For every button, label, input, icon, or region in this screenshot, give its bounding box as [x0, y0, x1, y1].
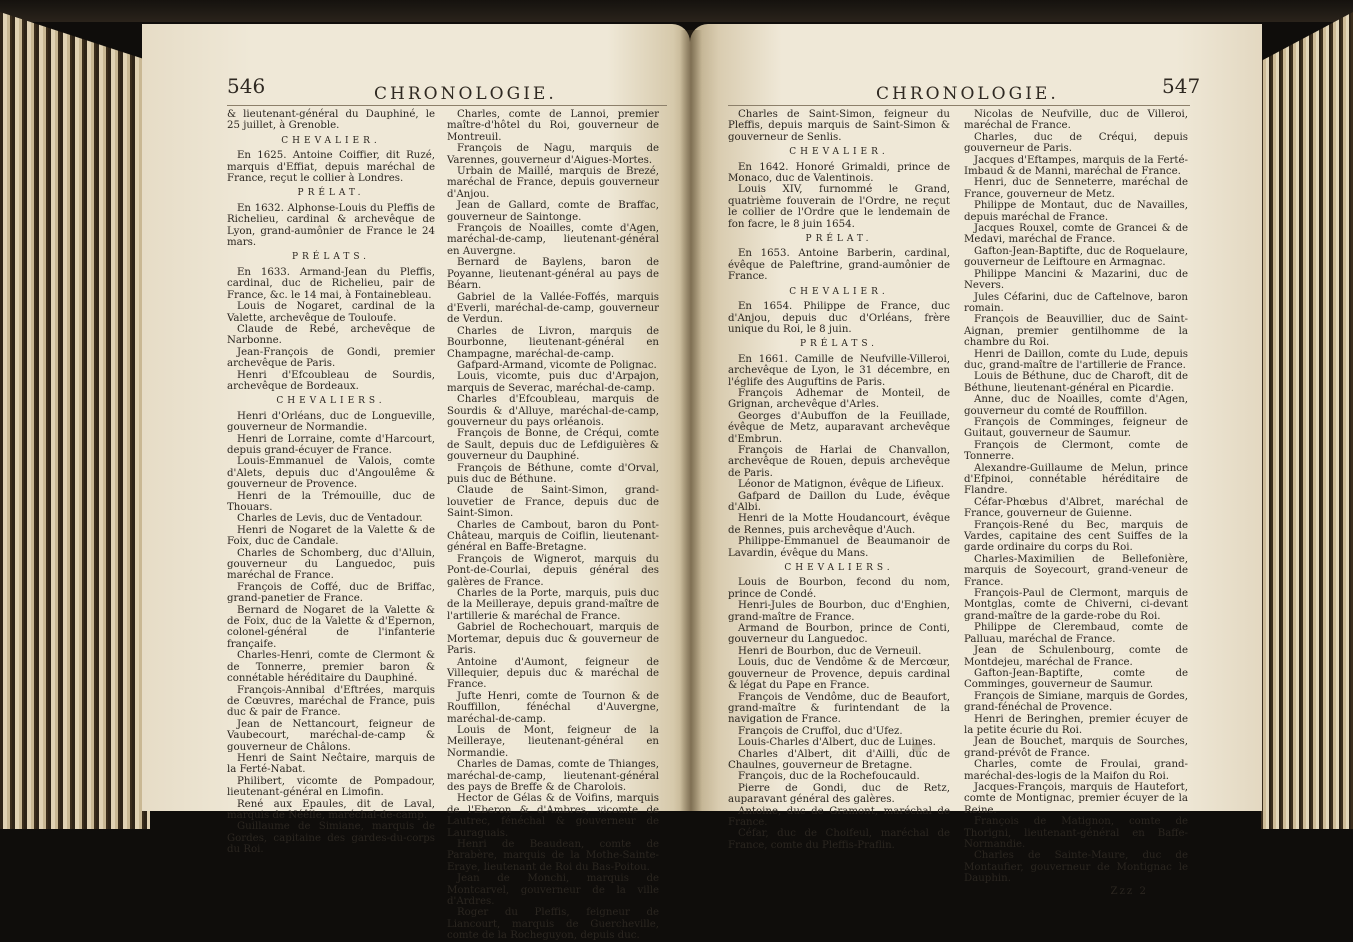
entry-paragraph: Georges d'Aubuffon de la Feuillade, évêque de Metz, auparavant archevêque d'Embrun.	[728, 410, 950, 445]
entry-paragraph: Henri de la Trémouille, duc de Thouars.	[227, 490, 435, 513]
entry-paragraph: François-René du Bec, marquis de Vardes, capitaine des cent Suiffes de la garde ordinaire du corps du Roi.	[964, 519, 1188, 554]
entry-paragraph: François de Béthune, comte d'Orval, puis duc de Béthune.	[447, 462, 659, 485]
entry-paragraph: Charles de Levis, duc de Ventadour.	[237, 513, 423, 525]
entry-paragraph: Jufte Henri, comte de Tournon & de Rouffillon, fénéchal d'Auvergne, maréchal-de-camp.	[447, 690, 659, 725]
entry-paragraph: En 1653. Antoine Barberin, cardinal, évêque de Paleftrine, grand-aumônier de France.	[728, 248, 950, 283]
page-edges-left	[0, 12, 150, 829]
entry-paragraph: François de Coffé, duc de Briffac, grand-panetier de France.	[227, 581, 435, 605]
entry-paragraph: Philibert, vicomte de Pompadour, lieutenant-général en Limofin.	[227, 775, 435, 799]
entry-paragraph: Charles-Maximilien de Bellefonière, marquis de Soyecourt, grand-veneur de France.	[964, 553, 1188, 588]
entry-paragraph: Jean-François de Gondi, premier archevêque de Paris.	[227, 346, 435, 370]
left-column-2	[447, 109, 659, 942]
entry-paragraph: Henri de Saint Neĉtaire, marquis de la Ferté-Nabat.	[227, 752, 435, 776]
entry-paragraph: François-Paul de Clermont, marquis de Montglas, comte de Chiverni, ci-devant grand-maître de la garde-robe du Roi.	[964, 588, 1188, 622]
right-page	[690, 24, 1262, 897]
right-page-number: 547	[1162, 74, 1201, 98]
entry-paragraph: En 1633. Armand-Jean du Pleffis, cardinal, duc de Richelieu, pair de France, &c. le 14 mai, à Fontainebleau.	[227, 266, 435, 301]
entry-paragraph: Gabriel de la Vallée-Foffés, marquis d'Everli, maréchal-de-camp, gouverneur de Verdun.	[447, 291, 659, 326]
entry-paragraph: Urbain de Maillé, marquis de Brezé, maréchal de France, depuis gouverneur d'Anjou.	[447, 166, 659, 200]
entry-paragraph: Charles de Saint-Simon, feigneur du Pleffis, depuis marquis de Saint-Simon & gouverneur de Senlis.	[728, 109, 950, 143]
entry-paragraph: Charles de Cambout, baron du Pont-Château, marquis de Coiflin, lieutenant-général en Baffe-Bretagne.	[447, 519, 659, 554]
entry-paragraph: Henri de Daillon, comte du Lude, depuis duc, grand-maître de l'artillerie de France.	[964, 348, 1188, 371]
entry-paragraph: Louis, vicomte, puis duc d'Arpajon, marquis de Severac, maréchal-de-camp.	[447, 371, 659, 394]
entry-paragraph: François de Simiane, marquis de Gordes, grand-fénéchal de Provence.	[964, 690, 1188, 714]
entry-paragraph: Jules Céfarini, duc de Caftelnove, baron romain.	[964, 291, 1188, 314]
left-running-head: CHRONOLOGIE.	[374, 84, 557, 104]
entry-paragraph: Nicolas de Neufville, duc de Villeroi, maréchal de France.	[964, 109, 1188, 132]
book-cover-top	[0, 0, 1353, 22]
section-heading: CHEVALIER.	[789, 286, 889, 297]
entry-paragraph: François de Cruffol, duc d'Ufez.	[738, 725, 903, 737]
entry-paragraph: François Adhemar de Monteil, de Grignan, archevêque d'Arles.	[728, 387, 950, 411]
entry-paragraph: Philippe-Emmanuel de Beaumanoir de Lavardin, évêque du Mans.	[728, 536, 950, 559]
entry-paragraph: François de Bonne, de Créqui, comte de Sault, depuis duc de Lefdiguières & gouverneur du Dauphiné.	[447, 428, 659, 463]
right-running-head: CHRONOLOGIE.	[876, 84, 1059, 104]
left-column-1	[227, 109, 435, 856]
signature-mark: Zzz 2	[1110, 885, 1148, 897]
entry-paragraph: François de Harlai de Chanvallon, archevêque de Rouen, depuis archevêque de Paris.	[728, 444, 950, 479]
section-heading: CHEVALIER.	[789, 147, 889, 158]
entry-paragraph: Charles, duc de Créqui, depuis gouverneur de Paris.	[964, 131, 1188, 155]
entry-paragraph: Gafton-Jean-Baptifte, comte de Comminges, gouverneur de Saumur.	[964, 667, 1188, 691]
entry-paragraph: En 1642. Honoré Grimaldi, prince de Monaco, duc de Valentinois.	[728, 161, 950, 185]
entry-paragraph: Léonor de Matignon, évêque de Lifieux.	[738, 479, 944, 491]
section-heading: PRÉLATS.	[799, 339, 879, 350]
entry-paragraph: Charles d'Albert, dit d'Ailli, duc de Chaulnes, gouverneur de Bretagne.	[728, 748, 950, 771]
entry-paragraph: Gafton-Jean-Baptifte, duc de Roquelaure, gouverneur de Leiftoure en Armagnac.	[964, 245, 1188, 269]
entry-paragraph: Louis-Charles d'Albert, duc de Luines.	[738, 737, 936, 749]
entry-paragraph: Jean de Gallard, comte de Braffac, gouverneur de Saintonge.	[447, 200, 659, 223]
entry-paragraph: Henri de Bourbon, duc de Verneuil.	[738, 645, 922, 657]
entry-paragraph: François-Annibal d'Eftrées, marquis de Cœuvres, maréchal de France, puis duc & pair de France.	[227, 684, 435, 719]
entry-paragraph: En 1625. Antoine Coiffier, dit Ruzé, marquis d'Effiat, depuis maréchal de France, reçut le collier à Londres.	[227, 150, 435, 185]
entry-paragraph: Henri de Beringhen, premier écuyer de la petite écurie du Roi.	[964, 713, 1188, 736]
entry-paragraph: Céfar-Phœbus d'Albret, maréchal de France, gouverneur de Guienne.	[964, 496, 1188, 520]
entry-paragraph: François de Comminges, feigneur de Guitaut, gouverneur de Saumur.	[964, 416, 1188, 440]
right-head-rule	[728, 105, 1190, 106]
entry-paragraph: Charles de la Porte, marquis, puis duc de la Meilleraye, depuis grand-maître de l'artillerie & maréchal de France.	[447, 588, 659, 622]
section-heading: PRÉLATS.	[291, 252, 371, 263]
entry-paragraph: Antoine d'Aumont, feigneur de Villequier, depuis duc & maréchal de France.	[447, 656, 659, 691]
entry-paragraph: François de Wignerot, marquis du Pont-de-Courlai, depuis général des galères de France.	[447, 553, 659, 588]
entry-paragraph: Charles-Henri, comte de Clermont & de Tonnerre, premier baron & connétable héréditaire du Dauphiné.	[227, 650, 435, 685]
entry-paragraph: Jacques Rouxel, comte de Grancei & de Medavi, maréchal de France.	[964, 223, 1188, 246]
entry-paragraph: Armand de Bourbon, prince de Conti, gouverneur du Languedoc.	[728, 623, 950, 646]
book-gutter	[680, 30, 702, 811]
entry-paragraph: François de Clermont, comte de Tonnerre.	[964, 439, 1188, 463]
paper-stain	[912, 742, 922, 752]
entry-paragraph: Charles, comte de Lannoi, premier maître-d'hôtel du Roi, gouverneur de Montreuil.	[447, 109, 659, 143]
section-heading: CHEVALIER.	[281, 135, 381, 146]
entry-paragraph: Jacques-François, marquis de Hautefort, comte de Montignac, premier écuyer de la Reine.	[964, 781, 1188, 816]
entry-paragraph: Louis de Bourbon, fecond du nom, prince de Condé.	[728, 577, 950, 600]
entry-paragraph: Jacques d'Eftampes, marquis de la Ferté-Imbaud & de Manni, maréchal de France.	[964, 154, 1188, 178]
entry-paragraph: René aux Epaules, dit de Laval, marquis de Néêlle, maréchal-de-camp.	[227, 798, 435, 821]
page-edges-right	[1261, 12, 1353, 829]
entry-paragraph: François de Matignon, comte de Thorigni, lieutenant-général en Baffe-Normandie.	[964, 816, 1188, 850]
entry-paragraph: Henri de Beaudean, comte de Parabère, marquis de la Mothe-Sainte-Eraye, lieutenant de Roi du Bas-Poitou.	[447, 839, 659, 873]
entry-paragraph: Charles de Damas, comte de Thianges, maréchal-de-camp, lieutenant-général des pays de Breffe & de Charolois.	[447, 759, 659, 793]
entry-paragraph: François de Noailles, comte d'Agen, maréchal-de-camp, lieutenant-général en Auvergne.	[447, 223, 659, 257]
entry-paragraph: Gafpard-Armand, vicomte de Polignac.	[457, 359, 657, 371]
entry-paragraph: Henri de la Motte Houdancourt, évêque de Rennes, puis archevêque d'Auch.	[728, 513, 950, 536]
entry-paragraph: Jean de Bouchet, marquis de Sourches, grand-prévôt de France.	[964, 736, 1188, 759]
entry-paragraph: Charles d'Efcoubleau, marquis de Sourdis & d'Alluye, maréchal-de-camp, gouverneur du pays orléanois.	[447, 394, 659, 428]
entry-paragraph: Philippe de Clerembaud, comte de Palluau, maréchal de France.	[964, 622, 1188, 645]
entry-paragraph: Hector de Gélas & de Voifins, marquis de l'Eberon & d'Ambres, vicomte de Lautrec, fénéchal & gouverneur de Lauraguais.	[447, 793, 659, 839]
entry-paragraph: Anne, duc de Noailles, comte d'Agen, gouverneur du comté de Rouffillon.	[964, 394, 1188, 417]
entry-paragraph: Antoine, duc de Gramont, maréchal de France.	[728, 805, 950, 828]
entry-paragraph: Louis de Nogaret, cardinal de la Valette, archevêque de Touloufe.	[227, 301, 435, 324]
entry-paragraph: Philippe Mancini & Mazarini, duc de Nevers.	[964, 268, 1188, 292]
entry-paragraph: Céfar, duc de Choifeul, maréchal de France, comte du Pleffis-Praflin.	[728, 828, 950, 851]
entry-paragraph: Philippe de Montaut, duc de Navailles, depuis maréchal de France.	[964, 200, 1188, 223]
entry-paragraph: Jean de Nettancourt, feigneur de Vaubecourt, maréchal-de-camp & gouverneur de Châlons.	[227, 718, 435, 753]
entry-paragraph: Gafpard de Daillon du Lude, évêque d'Albi.	[728, 490, 950, 513]
entry-paragraph: Roger du Pleffis, feigneur de Liancourt, marquis de Guercheville, comte de la Rocheguyon, depuis duc.	[447, 907, 659, 942]
left-page	[142, 24, 690, 942]
entry-paragraph: Henri d'Efcoubleau de Sourdis, archevêque de Bordeaux.	[227, 369, 435, 392]
entry-paragraph: Henri d'Orléans, duc de Longueville, gouverneur de Normandie.	[227, 410, 435, 434]
entry-paragraph: Jean de Schulenbourg, comte de Montdejeu, maréchal de France.	[964, 645, 1188, 668]
entry-paragraph: Bernard de Nogaret de la Valette & de Foix, duc de la Valette & d'Epernon, colonel-général de l'infanterie françaife.	[227, 604, 435, 650]
entry-paragraph: Henri de Nogaret de la Valette & de Foix, duc de Candale.	[227, 524, 435, 548]
entry-paragraph: Pierre de Gondi, duc de Retz, auparavant général des galères.	[728, 782, 950, 806]
entry-paragraph: Charles de Sainte-Maure, duc de Montaufier, gouverneur de Montignac le Dauphin.	[964, 850, 1188, 885]
entry-paragraph: Guillaume de Simiane, marquis de Gordes, capitaine des gardes-du-corps du Roi.	[227, 821, 435, 856]
entry-paragraph: Henri, duc de Senneterre, maréchal de France, gouverneur de Metz.	[964, 177, 1188, 200]
entry-paragraph: Jean de Monchi, marquis de Montcarvel, gouverneur de la ville d'Ardres.	[447, 873, 659, 908]
entry-paragraph: Louis de Béthune, duc de Charoft, dit de Béthune, lieutenant-général en Picardie.	[964, 371, 1188, 394]
entry-paragraph: En 1661. Camille de Neufville-Villeroi, archevêque de Lyon, le 31 décembre, en l'églife des Auguftins de Paris.	[728, 353, 950, 388]
section-heading: CHEVALIERS.	[784, 563, 894, 574]
entry-paragraph: François de Vendôme, duc de Beaufort, grand-maître & furintendant de la navigation de France.	[728, 691, 950, 726]
entry-paragraph: Alexandre-Guillaume de Melun, prince d'Efpinoi, connétable héréditaire de Flandre.	[964, 462, 1188, 497]
entry-paragraph: Louis-Emmanuel de Valois, comte d'Alets, depuis duc d'Angoulême & gouverneur de Provence.	[227, 456, 435, 491]
entry-paragraph: Henri-Jules de Bourbon, duc d'Enghien, grand-maître de France.	[728, 600, 950, 623]
entry-paragraph: François, duc de la Rochefoucauld.	[738, 771, 920, 783]
right-column-1	[728, 109, 950, 851]
entry-paragraph: Charles de Livron, marquis de Bourbonne, lieutenant-général en Champagne, maréchal-de-camp.	[447, 325, 659, 360]
entry-paragraph: Charles, comte de Froulai, grand-maréchal-des-logis de la Maifon du Roi.	[964, 759, 1188, 782]
right-column-2	[964, 109, 1188, 897]
entry-paragraph: Louis de Mont, feigneur de la Meilleraye, lieutenant-général en Normandie.	[447, 724, 659, 759]
entry-paragraph: Bernard de Baylens, baron de Poyanne, lieutenant-général au pays de Béarn.	[447, 257, 659, 292]
entry-paragraph: François de Nagu, marquis de Varennes, gouverneur d'Aigues-Mortes.	[447, 143, 659, 166]
entry-paragraph: Gabriel de Rochechouart, marquis de Mortemar, depuis duc & gouverneur de Paris.	[447, 622, 659, 657]
section-heading: CHEVALIERS.	[276, 396, 386, 407]
entry-paragraph: Claude de Saint-Simon, grand-louvetier de France, depuis duc de Saint-Simon.	[447, 485, 659, 520]
entry-paragraph: Claude de Rebé, archevêque de Narbonne.	[227, 323, 435, 347]
entry-paragraph: Louis XIV, furnommé le Grand, quatrième fouverain de l'Ordre, ne reçut le collier de l'Ordre que le lendemain de fon facre, le 8 juin 1654.	[728, 184, 950, 230]
entry-paragraph: En 1632. Alphonse-Louis du Pleffis de Richelieu, cardinal & archevêque de Lyon, grand-aumônier de France le 24 mars.	[227, 202, 435, 249]
left-head-rule	[227, 105, 667, 106]
left-page-number: 546	[227, 74, 266, 98]
entry-paragraph: François de Beauvillier, duc de Saint-Aignan, premier gentilhomme de la chambre du Roi.	[964, 314, 1188, 349]
section-heading: PRÉLAT.	[805, 234, 873, 245]
entry-paragraph: En 1654. Philippe de France, duc d'Anjou, depuis duc d'Orléans, frère unique du Roi, le 8 juin.	[728, 301, 950, 335]
entry-paragraph: Charles de Schomberg, duc d'Alluin, gouverneur du Languedoc, puis maréchal de France.	[227, 547, 435, 582]
entry-paragraph: Henri de Lorraine, comte d'Harcourt, depuis grand-écuyer de France.	[227, 433, 435, 456]
entry-paragraph: & lieutenant-général du Dauphiné, le 25 juillet, à Grenoble.	[227, 109, 435, 132]
section-heading: PRÉLAT.	[297, 188, 365, 199]
entry-paragraph: Louis, duc de Vendôme & de Mercœur, gouverneur de Provence, depuis cardinal & légat du Pape en France.	[728, 657, 950, 692]
